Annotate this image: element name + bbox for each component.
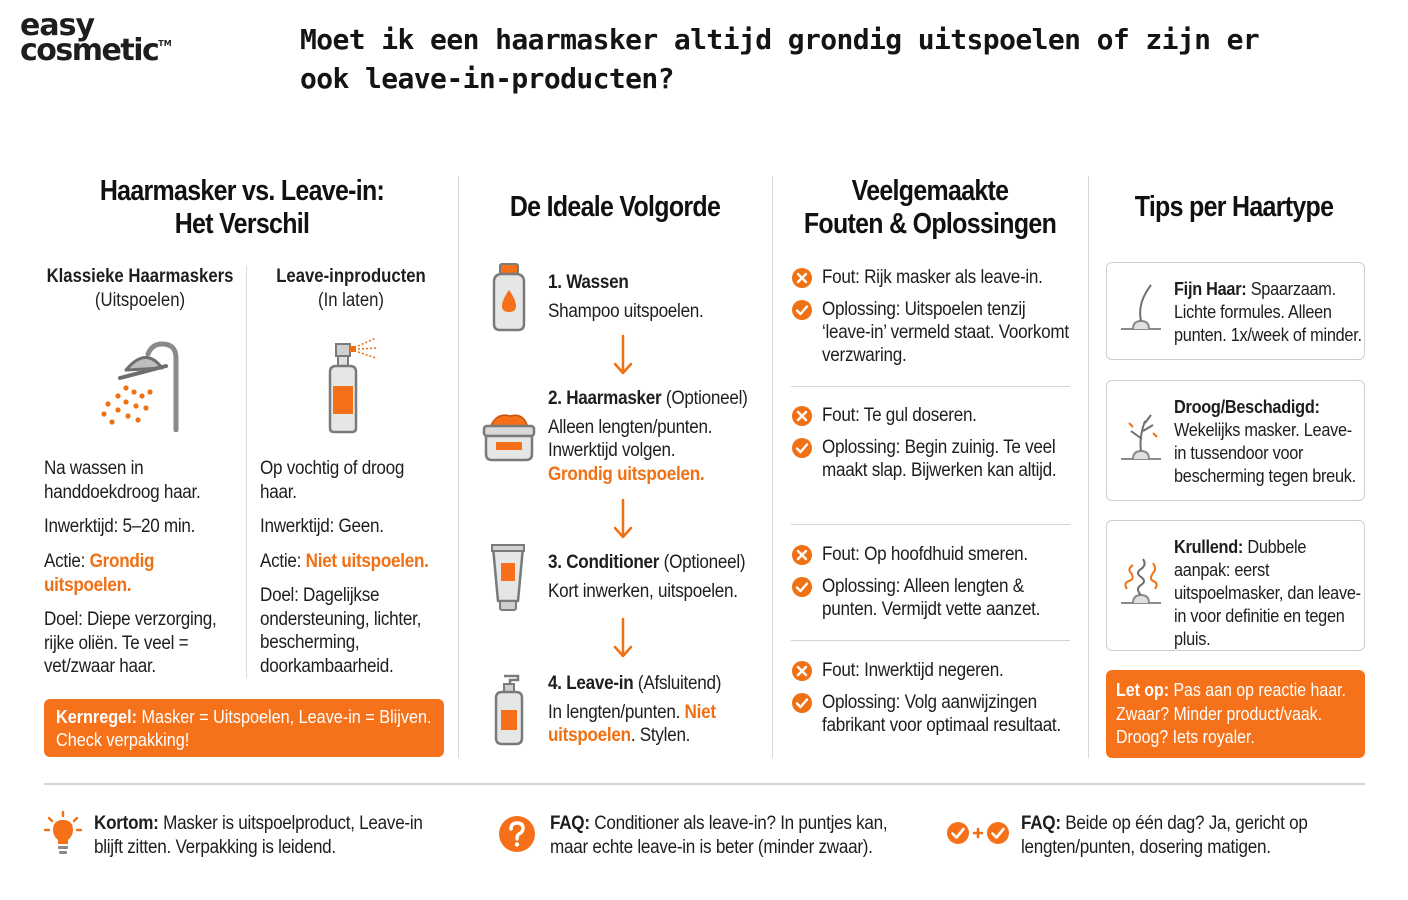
step-1-title: 1. Wassen xyxy=(548,272,629,293)
fine-hair-icon xyxy=(1115,281,1167,341)
tip-card-fine-hair xyxy=(1106,262,1365,360)
solution-text: Oplossing: Alleen lengten & punten. Vermijdt vette aanzet. xyxy=(822,576,1041,620)
separator xyxy=(791,524,1070,525)
col3-heading-line-1: Veelgemaakte xyxy=(851,175,1009,207)
footer-summary-text: Masker is uitspoelproduct, Leave-in blijft zitten. Verpakking is leidend. xyxy=(94,813,423,858)
footer-faq-2-text: Beide op één dag? Ja, gericht op lengten/punten, dosering matigen. xyxy=(1021,813,1308,858)
step-4-line-1: In lengten/punten. xyxy=(548,701,681,723)
tip-text xyxy=(1174,277,1363,346)
right-goal: Doel: Dagelijkse ondersteuning, lichter, bescherming, doorkambaarheid. xyxy=(260,585,422,677)
right-time: Inwerktijd: Geen. xyxy=(260,516,384,537)
right-action-label: Actie: xyxy=(260,551,302,572)
arrow-down-icon xyxy=(612,498,634,540)
solution-row xyxy=(791,298,1071,367)
tip-body: Wekelijks masker. Leave-in tussendoor voor bescherming tegen breuk. xyxy=(1174,419,1356,486)
mask-jar-icon xyxy=(480,408,538,464)
tip-body: Spaarzaam. Lichte formules. Alleen punten. 1x/week of minder. xyxy=(1174,278,1362,345)
left-subheading-subtitle: (Uitspoelen) xyxy=(94,290,186,311)
step-4-body xyxy=(548,701,773,748)
step-1-line-1: Shampoo uitspoelen. xyxy=(548,300,704,322)
damaged-hair-icon xyxy=(1115,411,1167,471)
brand-name: cosmetic xyxy=(20,32,159,68)
tip-label: Krullend: xyxy=(1174,536,1244,557)
check-plus-check-icon xyxy=(946,820,1010,846)
mistake-text: Fout: Te gul doseren. xyxy=(822,405,977,426)
footer-divider xyxy=(44,783,1365,785)
left-subheading-title: Klassieke Haarmaskers xyxy=(46,266,234,287)
right-when: Op vochtig of droog haar. xyxy=(260,458,405,503)
col1-heading-line-1: Haarmasker vs. Leave-in: xyxy=(99,175,385,207)
step-4-after: . Stylen. xyxy=(630,725,691,746)
step-2-highlight: Grondig uitspoelen. xyxy=(548,463,705,485)
step-4-optional: (Afsluitend) xyxy=(637,673,722,694)
error-x-icon xyxy=(791,544,813,566)
footer-faq-2-label: FAQ: xyxy=(1021,813,1061,834)
solution-text: Oplossing: Begin zuinig. Te veel maakt slap. Bijwerken kan altijd. xyxy=(822,437,1057,481)
left-goal: Doel: Diepe verzorging, rijke oliën. Te veel = vet/zwaar haar. xyxy=(44,609,217,677)
pump-bottle-icon xyxy=(490,674,528,746)
mistake-text: Fout: Rijk masker als leave-in. xyxy=(822,267,1043,288)
mistake-row xyxy=(791,266,1071,289)
step-4-highlight: Niet uitspoelen xyxy=(548,701,716,746)
col2-heading: De Ideale Volgorde xyxy=(509,191,721,223)
attention-body: Pas aan op reactie haar. Zwaar? Minder product/vaak. Droog? Iets royaler. xyxy=(1116,679,1346,747)
step-3-title: 3. Conditioner xyxy=(548,552,660,573)
arrow-down-icon xyxy=(612,334,634,376)
mistake-text: Fout: Op hoofdhuid smeren. xyxy=(822,544,1028,565)
solution-row xyxy=(791,691,1071,737)
left-time: Inwerktijd: 5–20 min. xyxy=(44,516,196,537)
mistake-row xyxy=(791,543,1071,566)
mistake-row xyxy=(791,404,1071,427)
shampoo-bottle-icon xyxy=(488,262,530,332)
footer-faq-2 xyxy=(1021,812,1336,859)
solution-text: Oplossing: Uitspoelen tenzij ‘leave-in’ vermeld staat. Voorkomt verzwaring. xyxy=(822,299,1069,366)
left-action xyxy=(44,550,202,597)
conditioner-tube-icon xyxy=(490,543,526,613)
tip-card-dry-hair xyxy=(1106,380,1365,501)
col4-heading: Tips per Haartype xyxy=(1134,191,1334,223)
col1-heading-line-2: Het Verschil xyxy=(174,208,310,240)
tip-label: Droog/Beschadigd: xyxy=(1174,396,1320,417)
check-icon xyxy=(791,299,813,321)
core-rule-label: Kernregel: xyxy=(56,707,138,727)
brand-line-1: easy xyxy=(20,8,95,43)
mistake-block-2 xyxy=(791,404,1071,482)
tip-label: Fijn Haar: xyxy=(1174,278,1247,299)
right-subheading-subtitle: (In laten) xyxy=(318,290,384,311)
step-2 xyxy=(548,387,773,486)
attention-banner xyxy=(1106,670,1365,758)
trademark: TM xyxy=(158,38,172,48)
footer-faq-1-label: FAQ: xyxy=(550,813,590,834)
error-x-icon xyxy=(791,267,813,289)
step-1 xyxy=(548,271,764,323)
left-action-label: Actie: xyxy=(44,551,86,572)
footer-faq-1-text: Conditioner als leave-in? In puntjes kan, maar echte leave-in is beter (minder zwaar). xyxy=(550,813,888,858)
attention-label: Let op: xyxy=(1116,679,1170,700)
mistake-block-4 xyxy=(791,659,1071,737)
question-mark-icon xyxy=(498,815,536,853)
lightbulb-icon xyxy=(44,810,82,856)
error-x-icon xyxy=(791,405,813,427)
check-icon xyxy=(791,692,813,714)
step-4-title: 4. Leave-in xyxy=(548,673,634,694)
core-rule-text xyxy=(56,706,434,752)
core-rule-body: Masker = Uitspoelen, Leave-in = Blijven. Check verpakking! xyxy=(56,707,432,750)
step-2-line-1: Alleen lengten/punten. xyxy=(548,416,713,438)
solution-row xyxy=(791,436,1071,482)
right-subheading-title: Leave-inproducten xyxy=(276,266,426,287)
error-x-icon xyxy=(791,660,813,682)
step-2-optional: (Optioneel) xyxy=(665,388,748,409)
brand-logo xyxy=(20,8,180,68)
check-icon xyxy=(791,437,813,459)
page-title: Moet ik een haarmasker altijd grondig uitspoelen of zijn er ook leave-in-producten? xyxy=(300,23,1260,95)
check-icon xyxy=(791,576,813,598)
step-3 xyxy=(548,551,773,603)
brand-line-2 xyxy=(20,32,180,68)
footer-summary-label: Kortom: xyxy=(94,813,159,834)
col3-heading-line-2: Fouten & Oplossingen xyxy=(803,208,1057,240)
right-action xyxy=(260,550,458,574)
step-3-optional: (Optioneel) xyxy=(663,552,746,573)
col3-heading xyxy=(798,175,1063,241)
left-when: Na wassen in handdoekdroog haar. xyxy=(44,458,201,503)
tip-text xyxy=(1174,395,1363,487)
footer-summary xyxy=(94,812,445,859)
column-divider xyxy=(458,176,459,758)
step-3-line-1: Kort inwerken, uitspoelen. xyxy=(548,580,738,602)
solution-text: Oplossing: Volg aanwijzingen fabrikant voor optimaal resultaat. xyxy=(822,692,1061,736)
footer-faq-1 xyxy=(550,812,901,859)
solution-row xyxy=(791,575,1071,621)
tip-body: Dubbele aanpak: eerst uitspoelmasker, dan leave-in voor definitie en tegen pluis. xyxy=(1174,536,1361,649)
tip-card-curly-hair xyxy=(1106,520,1365,651)
left-action-value: Grondig uitspoelen. xyxy=(44,551,155,596)
mistake-text: Fout: Inwerktijd negeren. xyxy=(822,660,1004,681)
tip-text xyxy=(1174,535,1363,650)
right-subheading xyxy=(259,265,444,313)
step-2-title: 2. Haarmasker xyxy=(548,388,662,409)
separator xyxy=(791,640,1070,641)
mistake-row xyxy=(791,659,1071,682)
step-4 xyxy=(548,672,773,748)
attention-text xyxy=(1116,678,1357,749)
arrow-down-icon xyxy=(612,617,634,659)
shower-icon xyxy=(96,338,186,432)
mistake-block-1 xyxy=(791,266,1071,367)
core-rule-banner xyxy=(44,699,444,757)
separator xyxy=(791,386,1070,387)
mistake-block-3 xyxy=(791,543,1071,621)
right-action-value: Niet uitspoelen. xyxy=(305,551,429,572)
subcolumn-divider xyxy=(246,266,247,678)
column-divider xyxy=(1088,176,1089,758)
spray-bottle-icon xyxy=(318,336,382,436)
left-subheading xyxy=(43,265,237,313)
step-2-line-2: Inwerktijd volgen. xyxy=(548,440,676,461)
col1-heading xyxy=(68,175,415,241)
curly-hair-icon xyxy=(1115,555,1167,615)
